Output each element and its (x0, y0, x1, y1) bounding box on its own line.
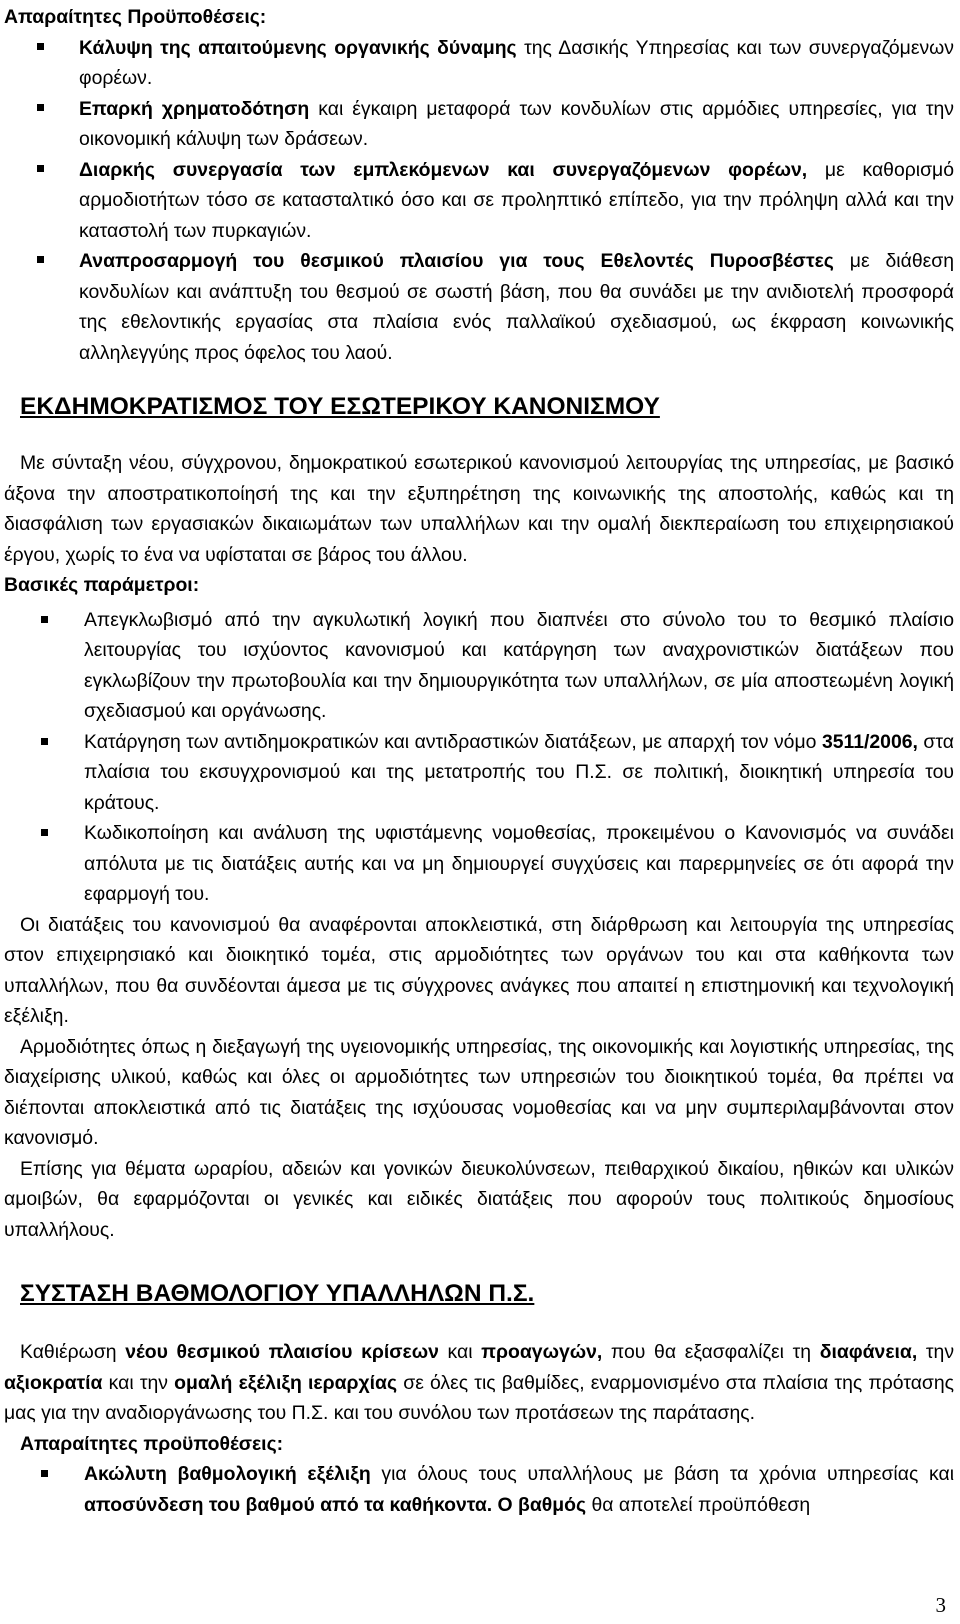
page-number: 3 (935, 1593, 946, 1617)
params-list (4, 605, 954, 910)
grading-prereq-list (4, 1459, 954, 1520)
regulation-para-3: Επίσης για θέματα ωραρίου, αδειών και γονικών διευκολύνσεων, πειθαρχικού δικαίου, ηθικών και υλικών αμοιβών, θα εφαρμόζονται οι γενικές και ειδικές διατάξεις που αφορούν τους πολιτικούς δημοσίους υπαλλήλους. (4, 1157, 954, 1241)
params-label: Βασικές παράμετροι: (4, 574, 200, 596)
prereq-label: Απαραίτητες Προϋποθέσεις: (4, 6, 267, 28)
regulation-para-1: Οι διατάξεις του κανονισμού θα αναφέρονται αποκλειστικά, στη διάρθρωση και λειτουργία της υπηρεσίας στον επιχειρησιακό και διοικητικό τομέα, στις αρμοδιότητες των οργάνων του και στα καθήκοντα των υπαλλήλων, που θα συνδέονται άμεσα με τις σύγχρονες ανάγκες που απαιτεί η επιστημονική και τεχνολογική εξέλιξη. (4, 913, 954, 1027)
list-item: Κατάργηση των αντιδημοκρατικών και αντιδραστικών διατάξεων, με απαρχή τον νόμο 3511/2006, στα πλαίσια του εκσυγχρονισμού και της μετατροπής του Π.Σ. σε πολιτική, διοικητική υπηρεσία του κράτους. (4, 727, 954, 819)
section-heading-regulation: ΕΚΔΗΜΟΚΡΑΤΙΣΜΟΣ ΤΟΥ ΕΣΩΤΕΡΙΚΟΥ ΚΑΝΟΝΙΣΜΟΥ (20, 393, 660, 420)
list-item: Ακώλυτη βαθμολογική εξέλιξη για όλους τους υπαλλήλους με βάση τα χρόνια υπηρεσίας και αποσύνδεση του βαθμού από τα καθήκοντα. Ο βαθμός θα αποτελεί προϋπόθεση (4, 1459, 954, 1520)
list-item: Κωδικοποίηση και ανάλυση της υφιστάμενης νομοθεσίας, προκειμένου ο Κανονισμός να συνάδει απόλυτα με τις διατάξεις αυτής και να μη δημιουργεί συγχύσεις και παρερμηνείες σε ότι αφορά την εφαρμογή του. (4, 818, 954, 910)
section-heading-grading: ΣΥΣΤΑΣΗ ΒΑΘΜΟΛΟΓΙΟΥ ΥΠΑΛΛΗΛΩΝ Π.Σ. (20, 1280, 535, 1307)
list-item: Αναπροσαρμογή του θεσμικού πλαισίου για τους Εθελοντές Πυροσβέστες με διάθεση κονδυλίων και ανάπτυξη του θεσμού σε σωστή βάση, που θα συνάδει με την ανιδιοτελή προσφορά της εθελοντικής εργασίας στα πλαίσια ενός παλλαϊκού σχεδιασμού, ως έκφραση κοινωνικής αλληλεγγύης προς όφελος του λαού. (4, 246, 954, 368)
grading-prereq-label: Απαραίτητες προϋποθέσεις: (20, 1432, 284, 1455)
list-item: Διαρκής συνεργασία των εμπλεκόμενων και συνεργαζόμενων φορέων, με καθορισμό αρμοδιοτήτων τόσο σε κατασταλτικό όσο και σε προληπτικό επίπεδο, για την πρόληψη αλλά και την καταστολή των πυρκαγιών. (4, 155, 954, 247)
regulation-para-2: Αρμοδιότητες όπως η διεξαγωγή της υγειονομικής υπηρεσίας, της οικονομικής και λογιστικής υπηρεσίας, της διαχείρισης υλικού, καθώς και όλες οι αρμοδιότητες των υπηρεσιών του διοικητικού τομέα, θα πρέπει να διέπονται αποκλειστικά από τις διατάξεις της ισχύουσας νομοθεσίας και να μην συμπεριλαμβάνονται στον κανονισμό. (4, 1035, 954, 1149)
document-body (4, 0, 954, 1520)
prereq-list (4, 33, 954, 369)
list-item: Κάλυψη της απαιτούμενης οργανικής δύναμης της Δασικής Υπηρεσίας και των συνεργαζόμενων φορέων. (4, 33, 954, 94)
grading-paragraph: Καθιέρωση νέου θεσμικού πλαισίου κρίσεων και προαγωγών, που θα εξασφαλίζει τη διαφάνεια, την αξιοκρατία και την ομαλή εξέλιξη ιεραρχίας σε όλες τις βαθμίδες, εναρμονισμένο στα πλαίσια της πρότασης μας για την αναδιοργάνωσης του Π.Σ. και του συνόλου των προτάσεων της παράτασης. (4, 1341, 955, 1424)
regulation-intro: Με σύνταξη νέου, σύγχρονου, δημοκρατικού εσωτερικού κανονισμού λειτουργίας της υπηρεσίας, με βασικό άξονα την αποστρατικοποίησή της και την εξυπηρέτηση της κοινωνικής της αποστολής, καθώς και τη διασφάλιση των εργασιακών δικαιωμάτων των υπαλλήλων και την ομαλή διεκπεραίωση του επιχειρησιακού έργου, χωρίς το ένα να υφίσταται σε βάρος του άλλου. (4, 452, 954, 566)
list-item: Επαρκή χρηματοδότηση και έγκαιρη μεταφορά των κονδυλίων στις αρμόδιες υπηρεσίες, για την οικονομική κάλυψη των δράσεων. (4, 94, 954, 155)
list-item: Απεγκλωβισμό από την αγκυλωτική λογική που διαπνέει στο σύνολο του το θεσμικό πλαίσιο λειτουργίας του ισχύοντος κανονισμού και κατάργηση των αναχρονιστικών διατάξεων που εγκλωβίζουν την πρωτοβουλία και την δημιουργικότητα των υπαλλήλων, σε μία αποστεωμένη λογική σχεδιασμού και οργάνωσης. (4, 605, 954, 727)
